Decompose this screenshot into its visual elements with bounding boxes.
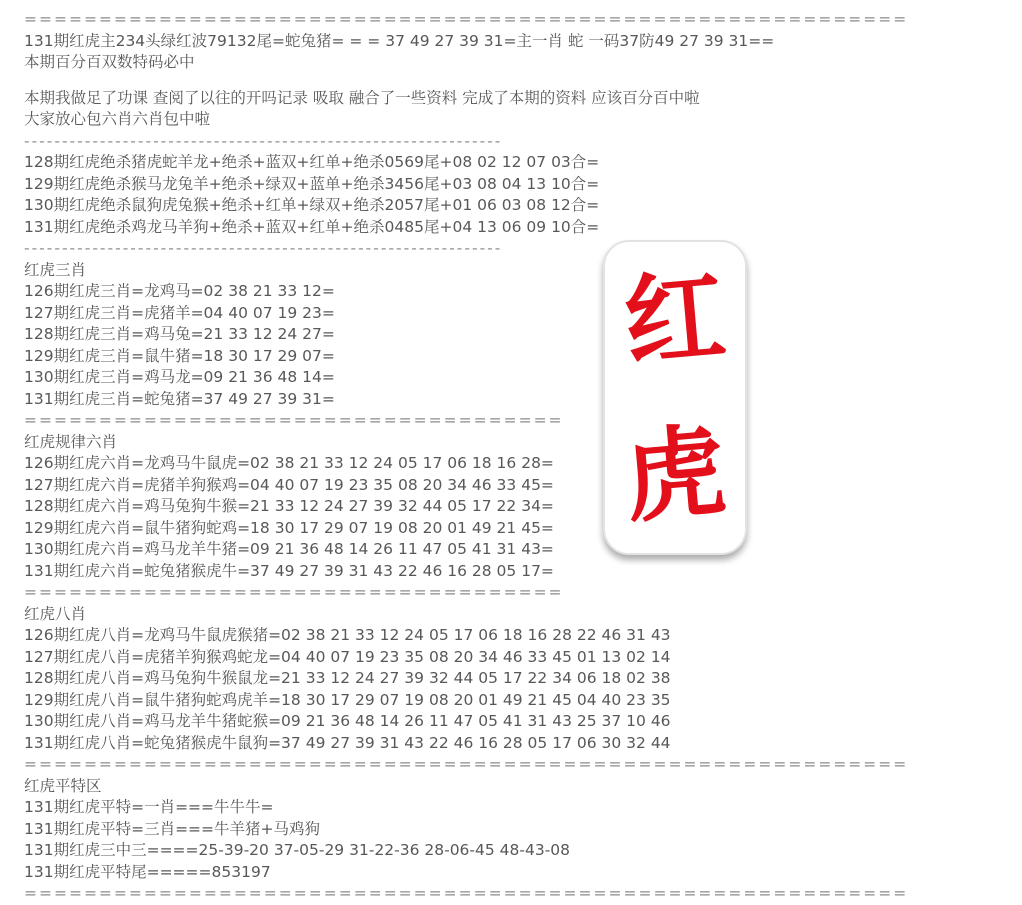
pingte-line: 131期红虎三中三====25-39-20 37-05-29 31-22-36 28-06-45 48-43-08 [24,841,571,859]
pingte-section-title: 红虎平特区 [24,776,102,795]
separator-medium: ==================================== [24,411,564,429]
badge-char-hong: 红 [620,256,730,382]
intro-paragraph-line1: 本期我做足了功课 查阅了以往的开吗记录 吸取 融合了一些资料 完成了本期的资料 应该百分百中啦 [24,88,700,107]
sanxiao-line: 129期红虎三肖=鼠牛猪=18 30 17 29 07= [24,346,335,365]
juesha-line: 131期红虎绝杀鸡龙马羊狗+绝杀+蓝双+红单+绝杀0485尾+04 13 06 09 10合= [24,217,600,236]
separator-dash: --------------------------------------------------------------- [24,239,503,257]
separator-top: =========================================================== [24,10,909,28]
blank-line [24,74,1022,88]
separator-dash: --------------------------------------------------------------- [24,131,503,150]
liuxiao-line: 128期红虎六肖=鸡马兔狗牛猴=21 33 12 24 27 39 32 44 05 17 22 34= [24,497,554,515]
headline-main-prediction: 131期红虎主234头绿红波79132尾=蛇兔猪= = = 37 49 27 39 31=主一肖 蛇 一码37防49 27 39 31== [24,31,775,50]
liuxiao-line: 129期红虎六肖=鼠牛猪狗蛇鸡=18 30 17 29 07 19 08 20 01 49 21 45= [24,518,554,537]
liuxiao-line: 130期红虎六肖=鸡马龙羊牛猪=09 21 36 48 14 26 11 47 05 41 31 43= [24,540,554,558]
sanxiao-line: 127期红虎三肖=虎猪羊=04 40 07 19 23= [24,303,335,322]
baxiao-line: 130期红虎八肖=鸡马龙羊牛猪蛇猴=09 21 36 48 14 26 11 47 05 41 31 43 25 37 10 46 [24,712,671,730]
juesha-line: 129期红虎绝杀猴马龙兔羊+绝杀+绿双+蓝单+绝杀3456尾+03 08 04 13 10合= [24,174,600,193]
baxiao-line: 126期红虎八肖=龙鸡马牛鼠虎猴猪=02 38 21 33 12 24 05 17 06 18 16 28 22 46 31 43 [24,626,671,644]
separator-full: =========================================================== [24,755,909,773]
sanxiao-line: 131期红虎三肖=蛇兔猪=37 49 27 39 31= [24,389,335,408]
liuxiao-line: 126期红虎六肖=龙鸡马牛鼠虎=02 38 21 33 12 24 05 17 06 18 16 28= [24,454,554,472]
sanxiao-line: 126期红虎三肖=龙鸡马=02 38 21 33 12= [24,282,335,300]
headline-sub: 本期百分百双数特码必中 [24,53,195,71]
baxiao-line: 129期红虎八肖=鼠牛猪狗蛇鸡虎羊=18 30 17 29 07 19 08 20 01 49 21 45 04 40 23 35 [24,690,671,709]
badge-char-hu: 虎 [620,412,730,538]
baxiao-section-title: 红虎八肖 [24,604,87,623]
juesha-line: 130期红虎绝杀鼠狗虎兔猴+绝杀+红单+绿双+绝杀2057尾+01 06 03 08 12合= [24,196,600,214]
juesha-line: 128期红虎绝杀猪虎蛇羊龙+绝杀+蓝双+红单+绝杀0569尾+08 02 12 07 03合= [24,153,600,171]
separator-bottom: =========================================================== [24,884,909,902]
liuxiao-line: 131期红虎六肖=蛇兔猪猴虎牛=37 49 27 39 31 43 22 46 16 28 05 17= [24,561,554,580]
baxiao-line: 128期红虎八肖=鸡马兔狗牛猴鼠龙=21 33 12 24 27 39 32 44 05 17 22 34 06 18 02 38 [24,669,671,687]
red-tiger-badge [603,240,747,555]
liuxiao-line: 127期红虎六肖=虎猪羊狗猴鸡=04 40 07 19 23 35 08 20 34 46 33 45= [24,475,554,494]
baxiao-line: 131期红虎八肖=蛇兔猪猴虎牛鼠狗=37 49 27 39 31 43 22 46 16 28 05 17 06 30 32 44 [24,733,671,752]
pingte-line: 131期红虎平特尾=====853197 [24,862,271,881]
pingte-line: 131期红虎平特=一肖===牛牛牛= [24,798,274,816]
sanxiao-line: 130期红虎三肖=鸡马龙=09 21 36 48 14= [24,368,335,386]
sanxiao-line: 128期红虎三肖=鸡马兔=21 33 12 24 27= [24,325,335,343]
liuxiao-section-title: 红虎规律六肖 [24,432,118,451]
separator-medium: ==================================== [24,583,564,601]
pingte-line: 131期红虎平特=三肖===牛羊猪+马鸡狗 [24,819,321,838]
baxiao-line: 127期红虎八肖=虎猪羊狗猴鸡蛇龙=04 40 07 19 23 35 08 20 34 46 33 45 01 13 02 14 [24,647,671,666]
intro-paragraph-line2: 大家放心包六肖六肖包中啦 [24,110,211,128]
sanxiao-section-title: 红虎三肖 [24,260,87,279]
